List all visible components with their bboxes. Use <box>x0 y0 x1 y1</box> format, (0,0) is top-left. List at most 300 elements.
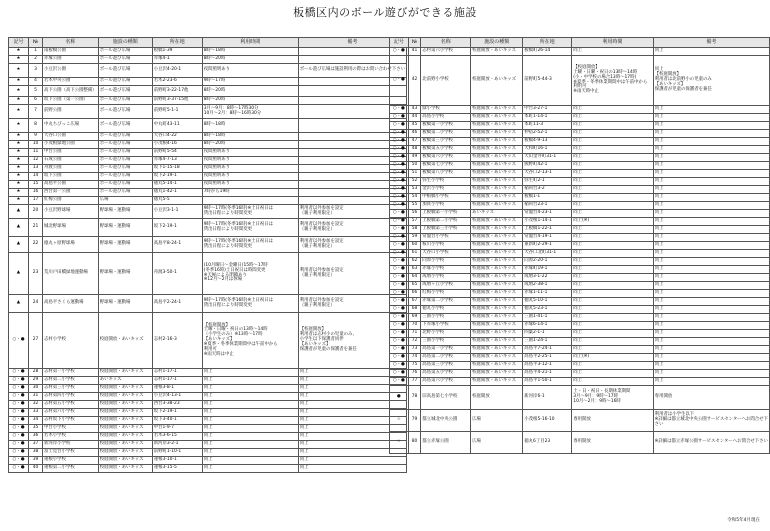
type-cell: 校庭開放・あいキッズ <box>471 378 523 386</box>
hours-cell: 同上 <box>572 186 653 194</box>
mark-cell: ○・● <box>390 130 409 138</box>
mark-cell: ○・● <box>390 330 409 338</box>
number-cell: 72 <box>408 338 421 346</box>
number-cell: 23 <box>29 253 43 295</box>
name-cell: 板橋第三小学校 <box>421 138 471 146</box>
name-cell: 中根橋小学校 <box>421 194 471 202</box>
number-cell: 4 <box>29 78 43 86</box>
table-row <box>9 157 407 165</box>
table-row <box>390 386 770 410</box>
name-cell: 成増ヶ丘小学校 <box>421 282 471 290</box>
name-cell: 志村第六小学校 <box>421 48 471 56</box>
number-cell: 43 <box>408 106 421 114</box>
address-cell: 中丸町43-11 <box>152 119 202 133</box>
address-cell: 舟渡3-50-1 <box>152 253 202 295</box>
table-row <box>390 114 770 122</box>
address-cell: 小豆沢4-13-1 <box>152 393 202 401</box>
table-row <box>390 258 770 266</box>
address-cell: 前野町5-54 <box>152 149 202 157</box>
table-row <box>390 56 770 106</box>
address-cell: 東新町2-29-1 <box>523 242 572 250</box>
mark-cell: ○・● <box>390 218 409 226</box>
mark-cell: ○・● <box>9 449 29 457</box>
name-cell: 加賀小学校 <box>421 202 471 210</box>
table-row <box>9 393 407 401</box>
mark-cell: ○・● <box>390 48 409 56</box>
hours-cell: 9時～17時(冬季16時)※土日祝日は 貸出日程により時間変更 <box>202 295 298 313</box>
type-cell: 広場 <box>98 197 152 205</box>
mark-cell: ★ <box>9 78 29 86</box>
table-row <box>9 181 407 189</box>
address-cell: 成増2-38-1 <box>523 282 572 290</box>
number-cell: 52 <box>408 178 421 186</box>
mark-cell: ○・● <box>9 465 29 473</box>
column-header-mark: 記号 <box>9 38 29 48</box>
address-cell: 板橋1-1 <box>523 194 572 202</box>
type-cell: 校庭開放・あいキッズ <box>471 226 523 234</box>
number-cell: 71 <box>408 330 421 338</box>
name-cell: 石成公園 <box>43 157 99 165</box>
hours-cell: 専用開放 <box>572 410 653 432</box>
type-cell: 広場 <box>471 410 523 432</box>
address-cell: 板橋1-39 <box>152 48 202 56</box>
table-row <box>390 370 770 378</box>
number-cell: 61 <box>408 250 421 258</box>
type-cell: 校庭開放 <box>471 386 523 410</box>
address-cell: 大谷口4-22 <box>152 133 202 141</box>
name-cell: 向原小学校 <box>421 258 471 266</box>
type-cell: 校庭開放・あいキッズ <box>471 178 523 186</box>
remarks-cell: 同上 <box>653 298 769 306</box>
remarks-cell: 同上 <box>653 330 769 338</box>
column-header-type: 施設の種類 <box>471 38 523 48</box>
number-cell: 28 <box>29 369 43 377</box>
address-cell: 志村1-17-1 <box>152 377 202 385</box>
type-cell: 校庭開放・あいキッズ <box>98 457 152 465</box>
remarks-cell: 同上 <box>653 338 769 346</box>
type-cell: 校庭開放・あいキッズ <box>98 369 152 377</box>
table-row <box>390 306 770 314</box>
table-row <box>9 237 407 253</box>
type-cell: あいキッズ <box>98 377 152 385</box>
name-cell: 高島平公園 <box>43 181 99 189</box>
address-cell: 本町11-3 <box>523 122 572 130</box>
hours-cell: 同上 <box>572 290 653 298</box>
name-cell: 志村第二小学校 <box>43 377 99 385</box>
number-cell: 77 <box>408 378 421 386</box>
hours-cell: 8時～18時 <box>202 119 298 133</box>
table-row <box>9 409 407 417</box>
remarks-cell: 同上 <box>653 154 769 162</box>
remarks-cell: 同上 <box>653 282 769 290</box>
facility-table-left <box>8 37 407 473</box>
table-row <box>390 106 770 114</box>
number-cell: 15 <box>29 181 43 189</box>
address-cell: 新河岸6-1 <box>523 386 572 410</box>
column-header-type: 施設の種類 <box>98 38 152 48</box>
type-cell: ボール遊び広場 <box>98 78 152 86</box>
remarks-cell: 同上 <box>653 194 769 202</box>
hours-cell: 9時～17時(冬季16時)※土日祝日は 貸出日程により時間変更 <box>202 237 298 253</box>
mark-cell: ☆ <box>390 432 409 454</box>
remarks-cell: 同上 <box>653 250 769 258</box>
table-row <box>390 274 770 282</box>
table-row <box>9 189 407 197</box>
number-cell: 7 <box>29 105 43 119</box>
mark-cell: ● <box>390 386 409 410</box>
type-cell: 校庭開放・あいキッズ <box>471 250 523 258</box>
mark-cell: ○・● <box>390 146 409 154</box>
table-row <box>390 290 770 298</box>
address-cell: 志村2-16-3 <box>152 313 202 369</box>
address-cell: 赤塚4-1 <box>152 56 202 64</box>
table-row <box>9 219 407 237</box>
number-cell: 24 <box>29 295 43 313</box>
address-cell: 中台1-9-7 <box>152 425 202 433</box>
mark-cell: ○・● <box>390 354 409 362</box>
remarks-cell: 同上 <box>298 393 406 401</box>
mark-cell: ○・● <box>390 290 409 298</box>
number-cell: 66 <box>408 290 421 298</box>
column-header-number: № <box>29 38 43 48</box>
type-cell: 校庭開放・あいキッズ <box>471 314 523 322</box>
type-cell: ボール遊び広場 <box>98 86 152 97</box>
address-cell: 高島平2-25-1 <box>523 354 572 362</box>
number-cell: 49 <box>408 154 421 162</box>
table-row <box>390 210 770 218</box>
hours-cell: 同上 <box>202 409 298 417</box>
mark-cell: ○・● <box>390 122 409 130</box>
remarks-cell: 利用者は小学生以下 ※詳細は都立城北中央公園サービスセンターへお問合せ下さい <box>653 410 769 432</box>
table-row <box>9 433 407 441</box>
name-cell: 板橋第五小学校 <box>421 146 471 154</box>
table-row <box>9 369 407 377</box>
name-cell: 城北野球場 <box>43 219 99 237</box>
name-cell: 桜川小学校 <box>421 242 471 250</box>
address-cell: 高島平7-24-1 <box>523 346 572 354</box>
type-cell: ボール遊び広場 <box>98 157 152 165</box>
name-cell: 小豆沢野球場 <box>43 205 99 219</box>
address-cell: 坂下3-40-1 <box>152 417 202 425</box>
mark-cell: ○・● <box>390 346 409 354</box>
number-cell: 3 <box>29 64 43 78</box>
mark-cell: ○・● <box>390 234 409 242</box>
table-row <box>9 401 407 409</box>
address-cell: 新河岸3-2-1 <box>152 441 202 449</box>
type-cell: 校庭開放・あいキッズ <box>471 146 523 154</box>
type-cell: 校庭開放・あいキッズ <box>471 266 523 274</box>
name-cell: 坂下公園 <box>43 173 99 181</box>
type-cell: 校庭開放・あいキッズ <box>471 298 523 306</box>
name-cell: 上板橋第一小学校 <box>421 210 471 218</box>
address-cell: 前野町1-10-1 <box>152 449 202 457</box>
name-cell: 徳丸小学校 <box>421 306 471 314</box>
name-cell: 大谷口公園 <box>43 133 99 141</box>
type-cell: 校庭開放・あいキッズ <box>471 122 523 130</box>
table-row <box>390 178 770 186</box>
number-cell: 31 <box>29 393 43 401</box>
remarks-cell: 同上 <box>653 266 769 274</box>
address-cell: 前野町5-44-3 <box>523 56 572 106</box>
name-cell: 前野公園 <box>43 105 99 119</box>
hours-cell: 同上 <box>572 194 653 202</box>
table-row <box>9 48 407 56</box>
address-cell: 向原2-20-1 <box>523 258 572 266</box>
type-cell: あいキッズ <box>471 210 523 218</box>
number-cell: 35 <box>29 425 43 433</box>
number-cell: 62 <box>408 258 421 266</box>
hours-cell: 同上 <box>202 433 298 441</box>
remarks-cell: 同上 <box>298 425 406 433</box>
mark-cell: ○・● <box>390 138 409 146</box>
name-cell: 高島第三小学校 <box>421 362 471 370</box>
type-cell: 校庭開放・あいキッズ <box>471 234 523 242</box>
number-cell: 10 <box>29 141 43 149</box>
name-cell: 志村第五小学校 <box>43 401 99 409</box>
table-row <box>9 97 407 105</box>
type-cell: ボール遊び広場 <box>98 181 152 189</box>
number-cell: 38 <box>29 449 43 457</box>
table-row <box>390 322 770 330</box>
name-cell: 高島平さくら運動場 <box>43 295 99 313</box>
number-cell: 11 <box>29 149 43 157</box>
hours-cell: 8時～20時 <box>202 141 298 149</box>
hours-cell: 同上 <box>572 130 653 138</box>
name-cell: 北野小学校 <box>421 330 471 338</box>
address-cell: 蓮根3-15-5 <box>152 465 202 473</box>
name-cell: 成増小学校 <box>421 274 471 282</box>
remarks-cell: 同上 <box>653 138 769 146</box>
remarks-cell: 利用者以外参加を設定 （親子利用限定） <box>298 237 406 253</box>
mark-cell: ○・● <box>390 178 409 186</box>
type-cell: ボール遊び広場 <box>98 149 152 157</box>
table-row <box>9 56 407 64</box>
column-header-hours: 利用時間 <box>572 38 653 48</box>
type-cell: 校庭開放・あいキッズ <box>471 48 523 56</box>
name-cell: 都立赤塚公園 <box>421 432 471 454</box>
address-cell: 成増3-1-22 <box>523 274 572 282</box>
hours-cell: 同上 <box>572 48 653 56</box>
table-row <box>9 78 407 86</box>
mark-cell: ○・● <box>390 202 409 210</box>
table-row <box>390 330 770 338</box>
name-cell: 蓮根第二小学校 <box>43 465 99 473</box>
address-cell: 高島平2-24-1 <box>152 295 202 313</box>
address-cell: 弥生町2-1 <box>523 178 572 186</box>
table-row <box>390 346 770 354</box>
remarks-cell: 同上 <box>653 274 769 282</box>
hours-cell: 同上 <box>572 170 653 178</box>
table-row <box>390 162 770 170</box>
number-cell: 65 <box>408 282 421 290</box>
mark-cell: ○・● <box>390 226 409 234</box>
name-cell: 弥生小学校 <box>421 178 471 186</box>
hours-cell: 同上 <box>202 417 298 425</box>
number-cell: 59 <box>408 234 421 242</box>
remarks-cell: 同上 <box>298 377 406 385</box>
table-row <box>9 465 407 473</box>
hours-cell: 9時～17時(冬季16時)※土日祝日は 貸出日程により時間変更 <box>202 219 298 237</box>
address-cell: 稲荷台23-1 <box>523 202 572 210</box>
hours-cell: 同上 <box>572 114 653 122</box>
table-row <box>9 295 407 313</box>
hours-cell: 夜間照明あり <box>202 173 298 181</box>
name-cell: 中台小学校 <box>43 425 99 433</box>
type-cell: 校庭開放・あいキッズ <box>98 449 152 457</box>
hours-cell: 【校庭開放】 土曜・日曜・祝日の13時～14時 （小学生のみ）※13時～17時 【あいキッズ】 ※夏季・冬季休業期間中は午前中から 利用可 ※雨天時は中止 <box>202 313 298 369</box>
number-cell: 60 <box>408 242 421 250</box>
address-cell: 三園1-24-1 <box>523 338 572 346</box>
table-row <box>9 105 407 119</box>
type-cell: 校庭開放・あいキッズ <box>471 242 523 250</box>
address-cell: 徳丸6丁目23 <box>523 432 572 454</box>
name-cell: 板橋第二小学校 <box>421 130 471 138</box>
table-row <box>9 417 407 425</box>
number-cell: 17 <box>29 197 43 205</box>
hours-cell: 同上 <box>572 178 653 186</box>
type-cell: 校庭開放・あいキッズ <box>471 138 523 146</box>
remarks-cell: 【校庭開放】 利用者は志村小の児童のみ、 小学生以下保護者同伴 【あいキッズ】 保護者が児童の保護者を兼任 <box>298 313 406 369</box>
name-cell: 中丸ちびっこ広場 <box>43 119 99 133</box>
name-cell: 赤塚公園 <box>43 56 99 64</box>
table-row <box>9 205 407 219</box>
name-cell: 若木小学校 <box>43 433 99 441</box>
number-cell: 29 <box>29 377 43 385</box>
remarks-cell: 同上 <box>653 258 769 266</box>
mark-cell: ★ <box>9 149 29 157</box>
type-cell: 広場 <box>471 432 523 454</box>
hours-cell: 同上 <box>572 234 653 242</box>
hours-cell: 同上 <box>202 457 298 465</box>
table-row <box>9 141 407 149</box>
type-cell: ボール遊び広場 <box>98 141 152 149</box>
number-cell: 34 <box>29 417 43 425</box>
remarks-cell: 同上 <box>653 146 769 154</box>
type-cell: 校庭開放・あいキッズ <box>471 258 523 266</box>
mark-cell: ○・● <box>390 258 409 266</box>
address-cell: 赤塚4-7-13 <box>152 157 202 165</box>
remarks-cell: 同上 <box>653 48 769 56</box>
mark-cell: ○・● <box>390 114 409 122</box>
name-cell: 舟渡公園 <box>43 165 99 173</box>
mark-cell: ▲ <box>9 237 29 253</box>
mark-cell: ○・● <box>9 393 29 401</box>
table-row <box>390 186 770 194</box>
hours-cell: 同上 <box>572 226 653 234</box>
address-cell: 徳丸5-23-1 <box>523 306 572 314</box>
type-cell: 校庭開放・あいキッズ <box>98 465 152 473</box>
remarks-cell: 同上 <box>298 441 406 449</box>
remarks-cell: 同上 <box>653 314 769 322</box>
mark-cell: ★ <box>9 48 29 56</box>
hours-cell: 同上 <box>572 250 653 258</box>
address-cell: 大谷口北町31-1 <box>523 250 572 258</box>
table-row <box>390 250 770 258</box>
name-cell: 上板橋第三小学校 <box>421 226 471 234</box>
type-cell: 校庭開放・あいキッズ <box>471 56 523 106</box>
type-cell: ボール遊び広場 <box>98 105 152 119</box>
hours-cell: 同上 <box>572 138 653 146</box>
remarks-cell: 利用者以外参加を設定 （親子利用限定） <box>298 205 406 219</box>
remarks-cell: 同上 <box>653 290 769 298</box>
address-cell: 赤塚町19-1 <box>523 266 572 274</box>
type-cell: 校庭開放・あいキッズ <box>471 290 523 298</box>
address-cell: 小茂根1-14-1 <box>523 218 572 226</box>
mark-cell: ★ <box>9 64 29 78</box>
mark-cell: ★ <box>9 56 29 64</box>
table-row <box>9 385 407 393</box>
number-cell: 13 <box>29 165 43 173</box>
type-cell: 校庭開放・あいキッズ <box>471 154 523 162</box>
number-cell: 39 <box>29 457 43 465</box>
type-cell: 校庭開放・あいキッズ <box>98 393 152 401</box>
number-cell: 70 <box>408 322 421 330</box>
name-cell: 高下公園（高下公園整備） <box>43 86 99 97</box>
number-cell: 20 <box>29 205 43 219</box>
hours-cell: 同上(※) <box>572 354 653 362</box>
table-row <box>9 86 407 97</box>
address-cell: 板橋4-9-13 <box>523 138 572 146</box>
page-title: 板橋区内のボール遊びができる施設 <box>293 6 477 19</box>
table-row <box>9 253 407 295</box>
remarks-cell: 同上 <box>653 162 769 170</box>
column-header-hours: 利用時間 <box>202 38 298 48</box>
type-cell: ボール遊び広場 <box>98 189 152 197</box>
number-cell: 33 <box>29 409 43 417</box>
address-cell: 稲荷台3-2 <box>523 186 572 194</box>
remarks-cell: 同上 <box>298 401 406 409</box>
mark-cell: ○・● <box>390 362 409 370</box>
mark-cell: ○・● <box>390 274 409 282</box>
mark-cell: ★ <box>9 181 29 189</box>
remarks-cell: 同上 <box>653 210 769 218</box>
name-cell: 志村小学校 <box>43 313 99 369</box>
name-cell: 中台公園 <box>43 149 99 157</box>
number-cell: 69 <box>408 314 421 322</box>
number-cell: 8 <box>29 119 43 133</box>
hours-cell: 8時～20時 <box>202 86 298 97</box>
number-cell: 16 <box>29 189 43 197</box>
name-cell: 板橋第一小学校 <box>421 122 471 130</box>
type-cell: 校庭開放・あいキッズ <box>471 338 523 346</box>
name-cell: 高島第二小学校 <box>421 354 471 362</box>
hours-cell: 同上 <box>572 162 653 170</box>
name-cell: 紅梅公園 <box>43 197 99 205</box>
name-cell: 小茂根緑地公園 <box>43 141 99 149</box>
remarks-cell: 利用者以外参加を設定 （親子利用限定） <box>298 219 406 237</box>
mark-cell: ○・● <box>390 338 409 346</box>
address-cell: 蓮根3-8-1 <box>152 385 202 393</box>
type-cell: 校庭開放・あいキッズ <box>98 417 152 425</box>
mark-cell: ○・● <box>9 425 29 433</box>
mark-cell: ○・● <box>9 457 29 465</box>
name-cell: 西台第一公園 <box>43 189 99 197</box>
type-cell: 校庭開放・あいキッズ <box>98 441 152 449</box>
number-cell: 6 <box>29 97 43 105</box>
hours-cell: 同上 <box>202 401 298 409</box>
type-cell: ボール遊び広場 <box>98 119 152 133</box>
hours-cell: 夜間照明あり <box>202 149 298 157</box>
mark-cell: ★ <box>9 157 29 165</box>
address-cell: 高島平3-12-1 <box>523 362 572 370</box>
remarks-cell: 同上 <box>653 130 769 138</box>
name-cell: 赤塚小学校 <box>421 266 471 274</box>
hours-cell: 夜間照明あり <box>202 157 298 165</box>
address-cell: 坂下1-15-18 <box>152 165 202 173</box>
table-row <box>390 194 770 202</box>
mark-cell: ○・● <box>9 409 29 417</box>
mark-cell: ○・● <box>9 385 29 393</box>
